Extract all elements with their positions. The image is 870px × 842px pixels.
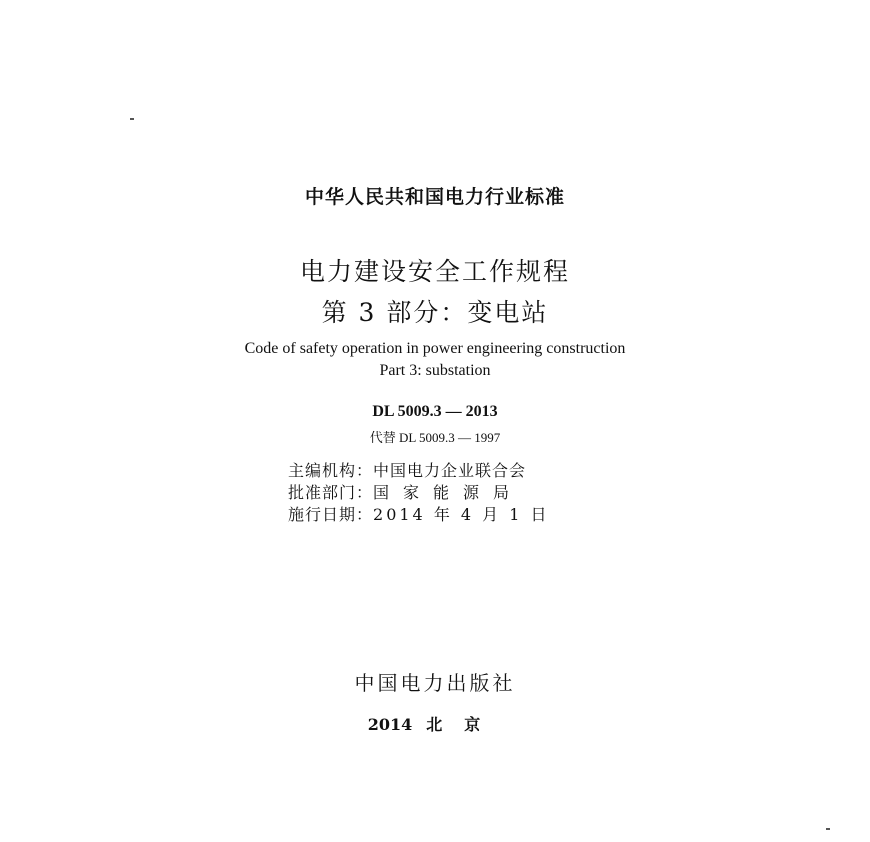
scan-mark	[130, 118, 134, 120]
english-title: Code of safety operation in power engineering construction	[244, 340, 626, 357]
publication-year: 2014	[367, 715, 413, 734]
scan-mark	[826, 828, 830, 830]
publication-city: 北京	[426, 715, 503, 734]
editor-label: 主编机构：	[288, 461, 374, 480]
approver-label: 批准部门：	[288, 483, 374, 502]
approver-row	[288, 482, 550, 504]
document-title: 电力建设安全工作规程	[299, 257, 570, 286]
effective-value: 2014 年 4 月 1 日	[373, 505, 550, 524]
document-subtitle: 第 3 部分：变电站	[321, 298, 549, 327]
english-subtitle: Part 3: substation	[379, 362, 491, 379]
standard-number: DL 5009.3 — 2013	[372, 403, 498, 420]
editor-row	[288, 460, 550, 482]
effective-label: 施行日期：	[288, 505, 374, 524]
standard-category: 中华人民共和国电力行业标准	[304, 186, 565, 208]
publisher-name: 中国电力出版社	[354, 671, 516, 695]
effective-date-row	[288, 504, 550, 526]
replaces-note: 代替 DL 5009.3 — 1997	[369, 430, 501, 445]
approver-value: 国家能源局	[373, 483, 524, 502]
publication-place	[0, 712, 870, 735]
editor-value: 中国电力企业联合会	[373, 461, 527, 480]
publication-info	[288, 460, 550, 526]
